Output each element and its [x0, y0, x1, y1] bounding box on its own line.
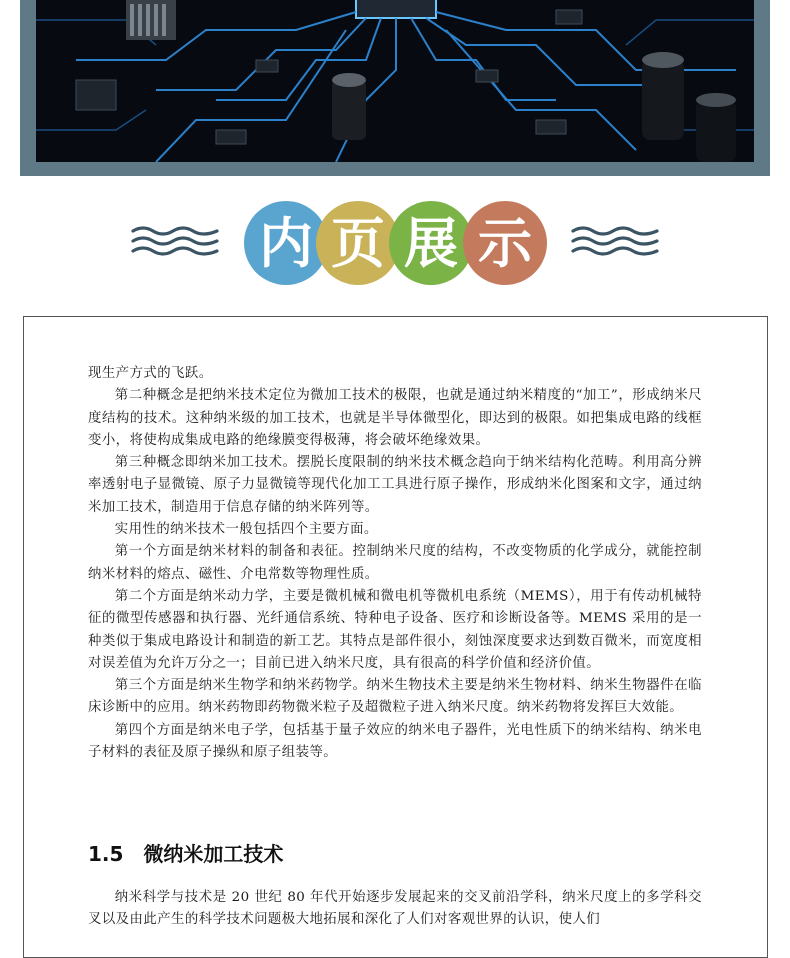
heading-char-4: 示: [463, 201, 547, 285]
circuit-board-image: [36, 0, 754, 162]
wave-decoration-left: [131, 226, 219, 256]
heading-char-2: 页: [316, 201, 400, 285]
paragraph: 第四个方面是纳米电子学，包括基于量子效应的纳米电子器件，光电性质下的纳米结构、纳米电子材料的表征及原子操纵和原子组装等。: [88, 722, 702, 761]
heading-char-1: 内: [244, 201, 328, 285]
paragraph: 第三个方面是纳米生物学和纳米药物学。纳米生物技术主要是纳米生物材料、纳米生物器件在临床诊断中的应用。纳米药物即药物微米粒子及超微粒子进入纳米尺度。纳米药物将发挥巨大效能。: [88, 678, 702, 716]
section-title-text: 微纳米加工技术: [143, 842, 284, 866]
paragraph: 第二个方面是纳米动力学，主要是微机械和微电机等微机电系统（MEMS），用于有传动机械特征的微型传感器和执行器、光纤通信系统、特种电子设备、医疗和诊断设备等。MEMS 采用的是一种类似于集成电路设计和制造的新工艺。其特点是部件很小，刻蚀深度要求达到数百微米，而宽度相对误差值为允许万分之一；目前已进入纳米尺度，具有很高的科学价值和经济价值。: [88, 588, 702, 671]
paragraph: 纳米科学与技术是 20 世纪 80 年代开始逐步发展起来的交叉前沿学科，纳米尺度上的多学科交叉以及由此产生的科学技术问题极大地拓展和深化了人们对客观世界的认识，使人们: [88, 890, 702, 928]
document-body: [88, 363, 702, 764]
paragraph: 现生产方式的飞跃。: [88, 366, 213, 381]
section-title: [88, 838, 283, 867]
section-number: 1.5: [88, 842, 124, 866]
banner-frame: [20, 0, 770, 176]
section-heading: [0, 196, 790, 292]
paragraph: 第三种概念即纳米加工技术。摆脱长度限制的纳米技术概念趋向于纳米结构化范畴。利用高分辨率透射电子显微镜、原子力显微镜等现代化加工工具进行原子操作，形成纳米化图案和文字，通过纳米加工技术，制造用于信息存储的纳米阵列等。: [88, 455, 702, 515]
heading-char-3: 展: [389, 201, 473, 285]
document-page: [23, 316, 768, 958]
section-body: [88, 887, 702, 932]
paragraph: 第二种概念是把纳米技术定位为微加工技术的极限，也就是通过纳米精度的“加工”，形成纳米尺度结构的技术。这种纳米级的加工技术，也就是半导体微型化，即达到的极限。如把集成电路的线框变小，将使构成集成电路的绝缘膜变得极薄，将会破坏绝缘效果。: [88, 388, 702, 448]
paragraph: 第一个方面是纳米材料的制备和表征。控制纳米尺度的结构，不改变物质的化学成分，就能控制纳米材料的熔点、磁性、介电常数等物理性质。: [88, 544, 702, 582]
wave-decoration-right: [571, 226, 659, 256]
paragraph: 实用性的纳米技术一般包括四个主要方面。: [114, 522, 378, 538]
